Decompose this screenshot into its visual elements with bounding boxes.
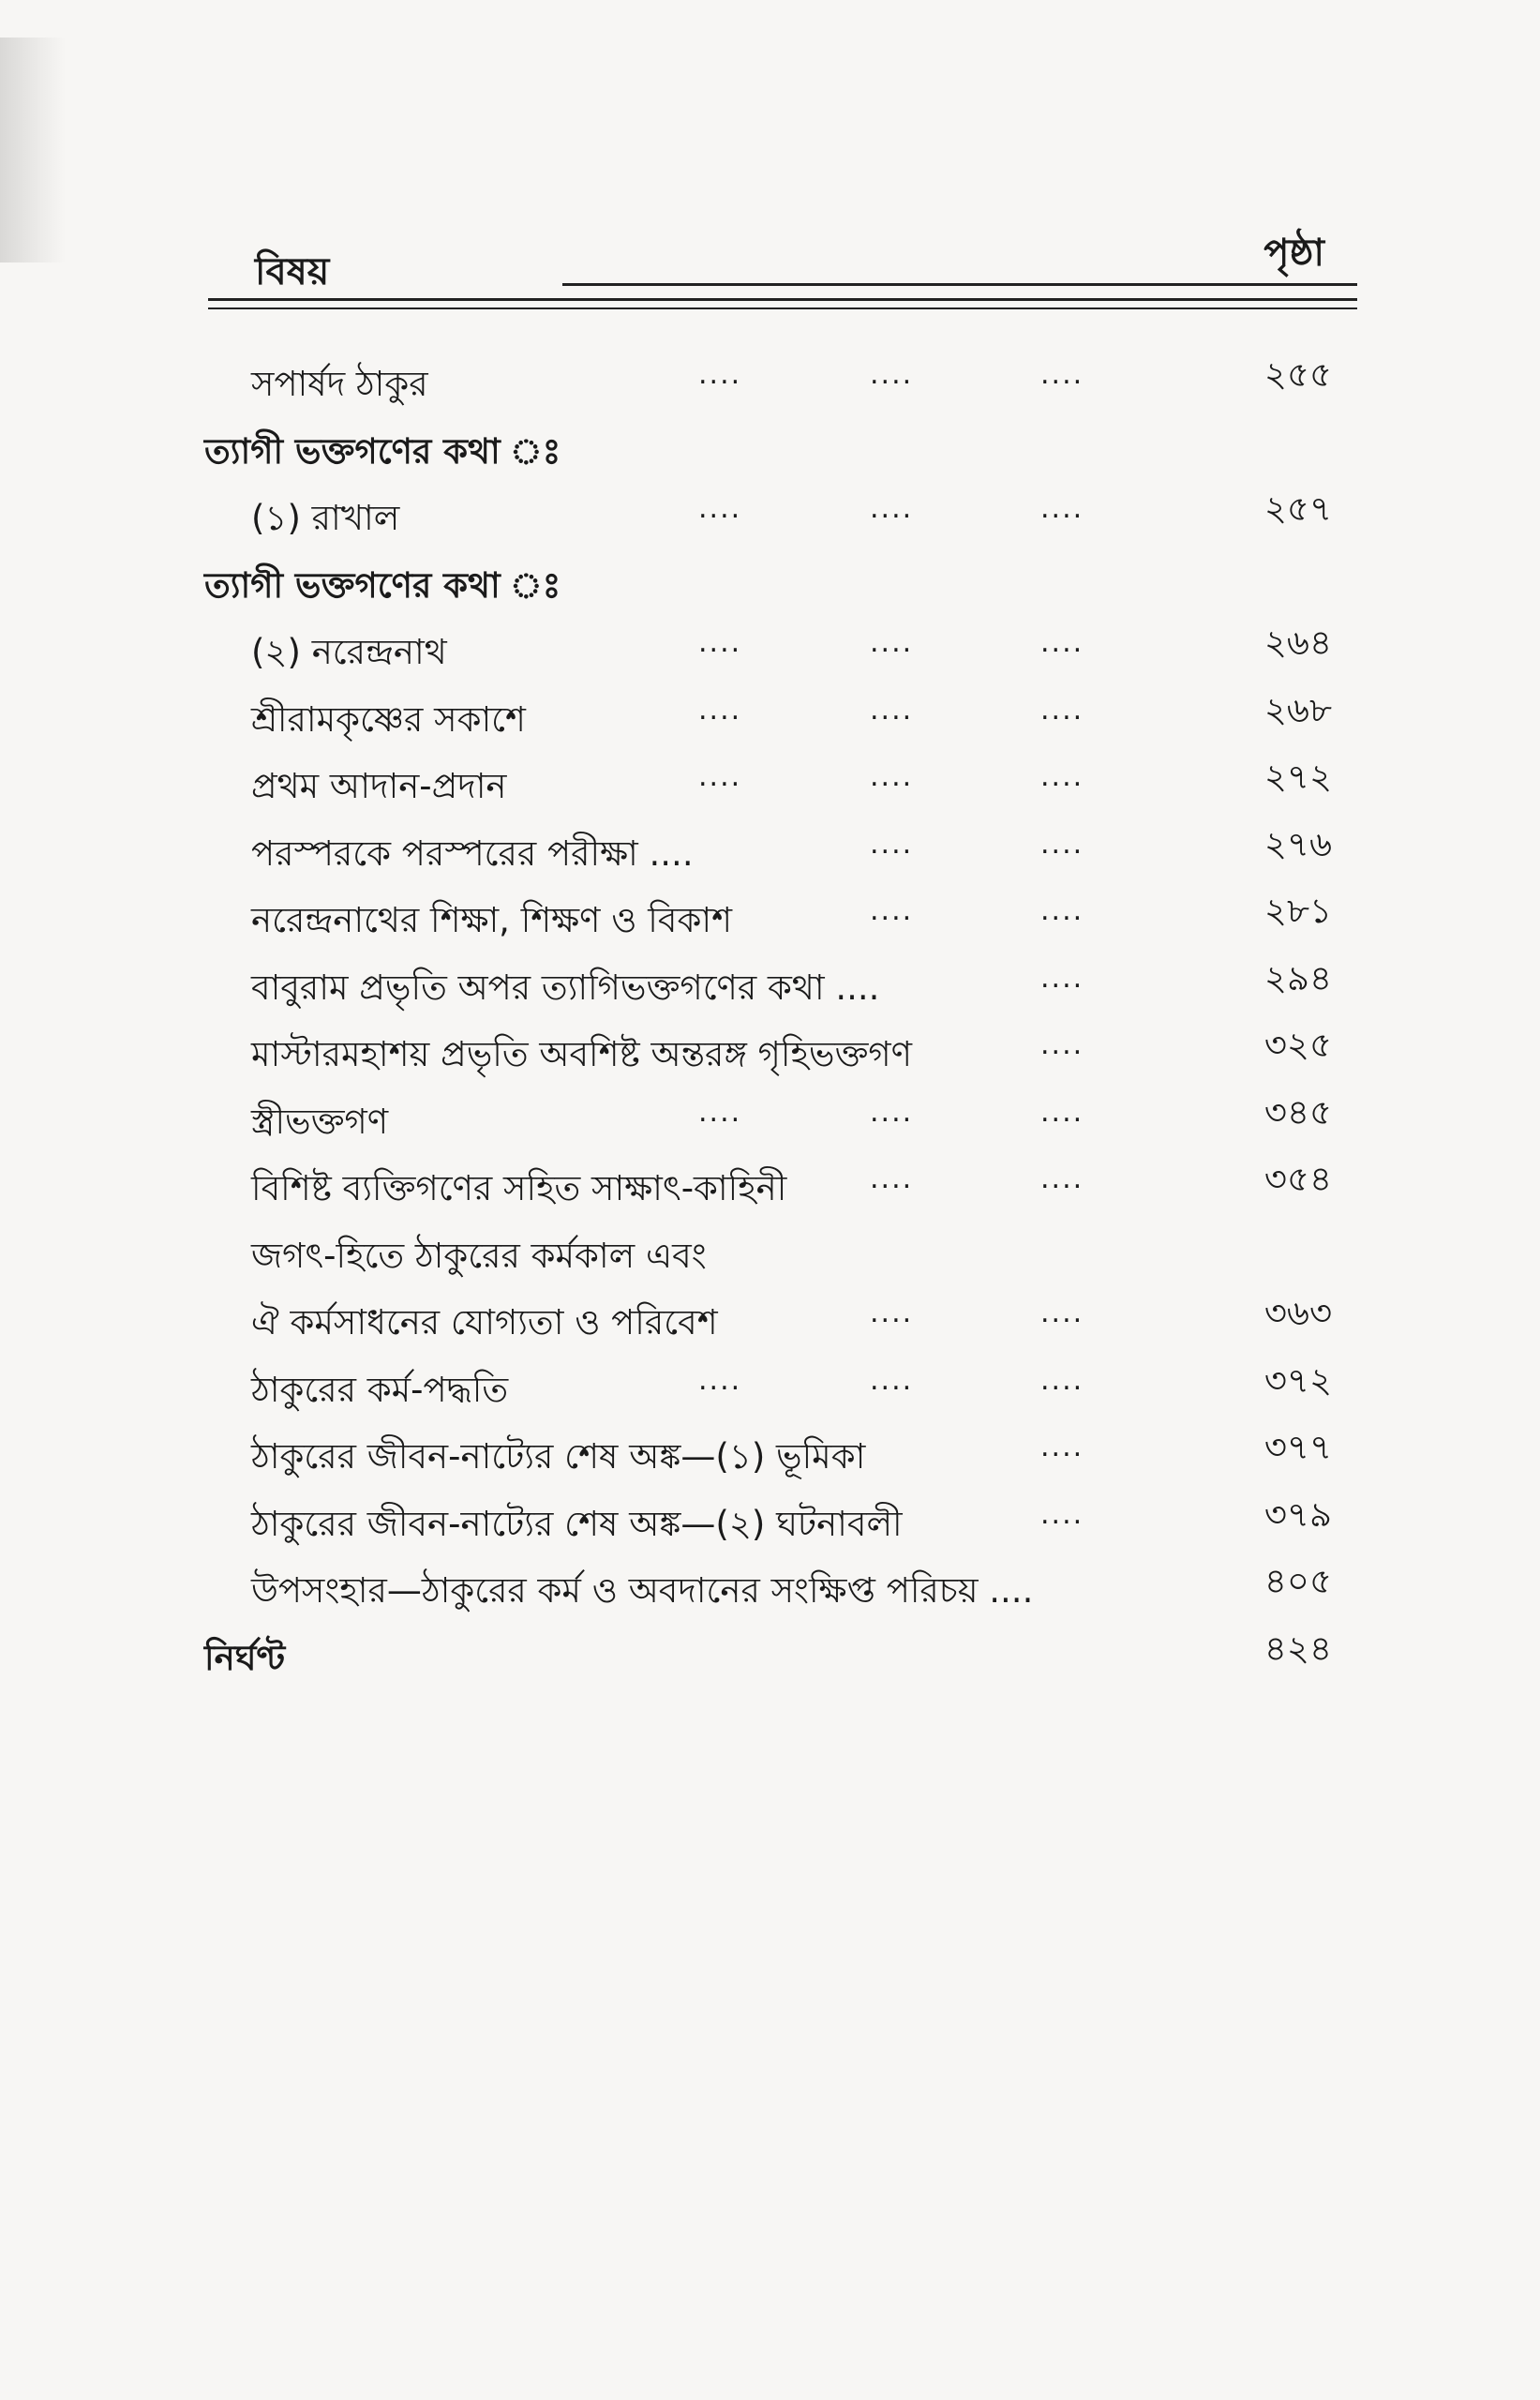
toc-entry-page-number: ২৮১ [1263, 891, 1332, 931]
dot-leader: .... [1040, 760, 1084, 793]
toc-entry [0, 1219, 1540, 1286]
dot-leader: .... [1040, 961, 1084, 995]
toc-entry-title: ত্যাগী ভক্তগণের কথা ঃ [204, 564, 561, 606]
toc-entry-page-number: ৪২৪ [1263, 1628, 1332, 1669]
dot-leader: .... [870, 1162, 914, 1195]
toc-entry-page-number: ৩৪৫ [1263, 1091, 1332, 1132]
toc-entry [0, 749, 1540, 817]
toc-entry-title: ঠাকুরের জীবন-নাট্যের শেষ অঙ্ক—(১) ভূমিকা [251, 1436, 866, 1477]
dot-leader: .... [698, 1095, 742, 1129]
toc-entry-title: ঠাকুরের জীবন-নাট্যের শেষ অঙ্ক—(২) ঘটনাবলী [251, 1503, 903, 1544]
dot-leader: .... [1040, 1297, 1084, 1329]
toc-entry [0, 883, 1540, 951]
toc-entry [0, 548, 1540, 616]
dot-leader: .... [870, 492, 914, 525]
dot-leader: .... [870, 1297, 914, 1329]
toc-entry-title: নির্ঘণ্ট [204, 1637, 286, 1678]
toc-entry [0, 1285, 1540, 1353]
dot-leader: .... [698, 1363, 742, 1397]
toc-entry [0, 817, 1540, 884]
toc-entry-title: উপসংহার—ঠাকুরের কর্ম ও অবদানের সংক্ষিপ্ত পরিচয় .... [251, 1570, 1034, 1611]
toc-entry-page-number: ৩৫৪ [1263, 1159, 1332, 1199]
toc-entry-title: সপার্ষদ ঠাকুর [251, 364, 428, 404]
dot-leader: .... [698, 760, 742, 793]
column-header-page: পৃষ্ঠা [1263, 232, 1324, 275]
toc-entry-title: (১) রাখাল [251, 498, 400, 538]
toc-entry-page-number: ২৯৪ [1263, 957, 1332, 998]
table-of-contents [0, 347, 1540, 1688]
toc-entry-title: মাস্টারমহাশয় প্রভৃতি অবশিষ্ট অন্তরঙ্গ গৃহিভক্তগণ [251, 1034, 913, 1074]
dot-leader: .... [1040, 827, 1084, 861]
dot-leader: .... [1040, 1095, 1084, 1129]
toc-entry-page-number: ২৫৭ [1263, 488, 1332, 529]
dot-leader: .... [870, 827, 914, 861]
toc-entry-page-number: ২৬৪ [1263, 622, 1332, 663]
toc-entry [0, 1553, 1540, 1621]
dot-leader: .... [698, 358, 742, 391]
toc-entry-title: ঠাকুরের কর্ম-পদ্ধতি [251, 1369, 509, 1410]
toc-entry-title: বিশিষ্ট ব্যক্তিগণের সহিত সাক্ষাৎ-কাহিনী [251, 1168, 787, 1208]
dot-leader: .... [870, 626, 914, 659]
toc-entry-page-number: ৪০৫ [1263, 1561, 1332, 1601]
dot-leader: .... [870, 358, 914, 391]
toc-entry [0, 951, 1540, 1018]
dot-leader: .... [1040, 492, 1084, 525]
dot-leader: .... [1040, 1363, 1084, 1397]
toc-entry-page-number: ৩৬৩ [1263, 1293, 1332, 1333]
toc-entry-title: বাবুরাম প্রভৃতি অপর ত্যাগিভক্তগণের কথা .... [251, 967, 880, 1008]
toc-entry [0, 1621, 1540, 1688]
toc-entry-page-number: ২৫৫ [1263, 354, 1332, 395]
header-rule-top [562, 283, 1357, 286]
toc-entry-title: নরেন্দ্রনাথের শিক্ষা, শিক্ষণ ও বিকাশ [251, 900, 732, 940]
toc-entry [0, 347, 1540, 414]
toc-entry [0, 682, 1540, 750]
column-header-subject: বিষয় [255, 250, 330, 293]
dot-leader: .... [1040, 1431, 1084, 1463]
dot-leader: .... [1040, 693, 1084, 727]
dot-leader: .... [870, 894, 914, 927]
toc-entry-page-number: ৩৭২ [1263, 1359, 1332, 1401]
toc-entry [0, 414, 1540, 482]
toc-entry-page-number: ২৬৮ [1263, 689, 1332, 730]
dot-leader: .... [1040, 1028, 1084, 1061]
header-rule-bottom [208, 308, 1357, 309]
toc-entry [0, 1419, 1540, 1487]
dot-leader: .... [870, 1095, 914, 1129]
header-rule-middle [208, 298, 1357, 301]
dot-leader: .... [870, 1363, 914, 1397]
dot-leader: .... [698, 492, 742, 525]
toc-entry-title: প্রথম আদান-প্রদান [251, 766, 507, 806]
toc-entry-page-number: ৩৭৯ [1263, 1493, 1332, 1535]
toc-entry [0, 615, 1540, 682]
toc-entry-title: শ্রীরামকৃষ্ণের সকাশে [251, 698, 526, 740]
dot-leader: .... [698, 626, 742, 659]
dot-leader: .... [1040, 626, 1084, 659]
toc-entry [0, 1085, 1540, 1152]
toc-entry [0, 1487, 1540, 1554]
toc-entry [0, 1151, 1540, 1219]
dot-leader: .... [870, 693, 914, 727]
dot-leader: .... [1040, 1497, 1084, 1531]
toc-entry-title: জগৎ-হিতে ঠাকুরের কর্মকাল এবং [251, 1235, 707, 1276]
toc-entry-page-number: ৩৭৭ [1263, 1427, 1332, 1467]
toc-entry-title: ত্যাগী ভক্তগণের কথা ঃ [204, 430, 561, 472]
toc-entry-title: ঐ কর্মসাধনের যোগ্যতা ও পরিবেশ [251, 1302, 718, 1342]
dot-leader: .... [698, 693, 742, 727]
toc-entry-title: স্ত্রীভক্তগণ [251, 1101, 389, 1142]
toc-entry [0, 481, 1540, 548]
dot-leader: .... [1040, 1162, 1084, 1195]
dot-leader: .... [1040, 894, 1084, 927]
dot-leader: .... [1040, 358, 1084, 391]
toc-entry-page-number: ২৭২ [1263, 757, 1332, 797]
toc-entry [0, 1017, 1540, 1085]
toc-entry-page-number: ৩২৫ [1263, 1025, 1332, 1065]
toc-entry-page-number: ২৭৬ [1263, 823, 1332, 864]
toc-entry-title: পরস্পরকে পরস্পরের পরীক্ষা .... [251, 832, 694, 874]
toc-entry [0, 1353, 1540, 1420]
dot-leader: .... [870, 760, 914, 793]
page-edge-shadow [0, 38, 66, 262]
toc-entry-title: (২) নরেন্দ্রনাথ [251, 632, 447, 672]
